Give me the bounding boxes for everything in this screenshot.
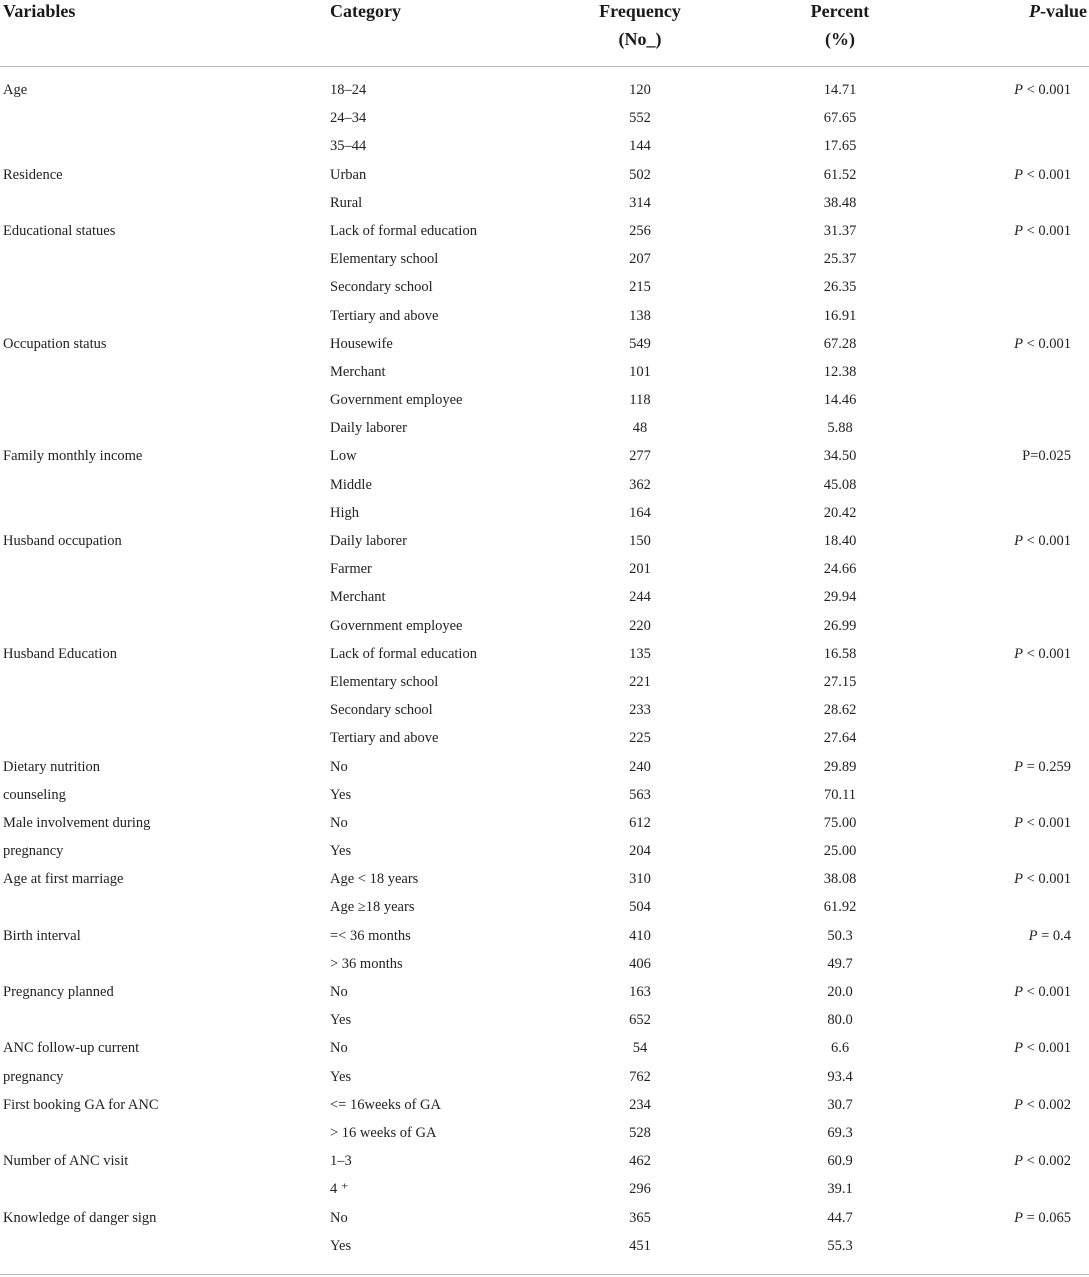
category-cell: Housewife: [330, 335, 393, 352]
percent-cell: 14.46: [823, 392, 857, 409]
frequency-cell: 101: [629, 363, 651, 380]
variable-cell: Birth interval: [3, 927, 81, 944]
pvalue-number: < 0.002: [1022, 1153, 1071, 1170]
table-row: [0, 893, 1089, 921]
table-row: [0, 1204, 1089, 1232]
frequency-cell: 277: [629, 448, 651, 465]
percent-cell: 61.52: [823, 166, 857, 183]
table-row: [0, 330, 1089, 358]
header-pvalue-italic: P: [1029, 1, 1040, 21]
percent-cell: 29.94: [823, 589, 857, 606]
category-cell: 1–3: [330, 1153, 352, 1170]
variable-cell: pregnancy: [3, 843, 64, 860]
table-row: [0, 442, 1089, 470]
pvalue-italic-p: P: [1014, 166, 1023, 183]
pvalue-text: P=0.025: [1022, 448, 1071, 465]
category-cell: Yes: [330, 786, 352, 803]
variable-cell: Age: [3, 82, 28, 98]
pvalue-italic-p: P: [1028, 927, 1038, 944]
table-row: [0, 189, 1089, 217]
pvalue-cell: [1014, 161, 1071, 189]
category-cell: Elementary school: [330, 673, 439, 690]
variable-cell: Occupation status: [3, 335, 107, 352]
header-frequency-sub: (No_): [618, 29, 662, 49]
variable-cell: First booking GA for ANC: [3, 1096, 159, 1113]
table-header: [0, 0, 1089, 67]
frequency-cell: 410: [629, 927, 651, 944]
table-row: [0, 1091, 1089, 1119]
frequency-cell: 138: [629, 307, 651, 324]
frequency-cell: 204: [629, 843, 651, 860]
category-cell: > 36 months: [330, 955, 403, 972]
frequency-cell: 240: [629, 758, 651, 775]
pvalue-number: < 0.002: [1022, 1096, 1071, 1113]
pvalue-cell: [1014, 753, 1071, 781]
frequency-cell: 233: [629, 702, 651, 719]
header-pvalue-rest: -value: [1040, 1, 1087, 21]
pvalue-italic-p: P: [1014, 758, 1023, 775]
pvalue-italic-p: P: [1014, 871, 1023, 888]
pvalue-cell: [1014, 217, 1071, 245]
pvalue-cell: [1022, 442, 1071, 470]
category-cell: Yes: [330, 843, 352, 860]
variable-cell: Dietary nutrition: [3, 758, 101, 775]
variable-cell: counseling: [3, 786, 66, 803]
header-variables: Variables: [3, 1, 76, 21]
table-row: [0, 837, 1089, 865]
category-cell: Urban: [330, 166, 367, 183]
frequency-cell: 234: [629, 1096, 651, 1113]
category-cell: Farmer: [330, 561, 372, 578]
pvalue-italic-p: P: [1014, 222, 1023, 239]
percent-cell: 26.99: [823, 617, 857, 634]
table-row: [0, 865, 1089, 893]
pvalue-number: < 0.001: [1022, 533, 1071, 549]
category-cell: Daily laborer: [330, 533, 407, 549]
frequency-cell: 221: [629, 673, 651, 690]
pvalue-italic-p: P: [1014, 645, 1023, 662]
category-cell: Elementary school: [330, 251, 439, 268]
variable-cell: Number of ANC visit: [3, 1153, 129, 1170]
table-row: [0, 724, 1089, 752]
pvalue-number: = 0.4: [1037, 927, 1071, 944]
pvalue-number: < 0.001: [1022, 82, 1071, 98]
table-row: [0, 76, 1089, 104]
frequency-cell: 201: [629, 561, 651, 578]
frequency-cell: 164: [629, 504, 651, 521]
variable-cell: Educational statues: [3, 222, 116, 239]
variable-cell: Pregnancy planned: [3, 984, 114, 1000]
category-cell: Tertiary and above: [330, 307, 439, 324]
table-row: [0, 668, 1089, 696]
percent-cell: 16.91: [823, 307, 857, 324]
percent-cell: 6.6: [830, 1040, 850, 1057]
category-cell: Yes: [330, 1012, 352, 1029]
pvalue-cell: [1014, 1091, 1071, 1119]
pvalue-number: < 0.001: [1022, 166, 1071, 183]
percent-cell: 16.58: [823, 645, 857, 662]
percent-cell: 28.62: [823, 702, 857, 719]
table-row: [0, 1119, 1089, 1147]
table-row: [0, 1175, 1089, 1203]
pvalue-italic-p: P: [1014, 1153, 1023, 1170]
pvalue-cell: [1014, 865, 1071, 893]
percent-cell: 20.42: [823, 504, 857, 521]
variable-cell: Husband occupation: [3, 533, 122, 549]
table-row: [0, 217, 1089, 245]
category-cell: No: [330, 814, 348, 831]
variable-cell: Age at first marriage: [3, 871, 124, 888]
frequency-cell: 406: [629, 955, 651, 972]
percent-cell: 30.7: [827, 1096, 853, 1113]
category-cell: Yes: [330, 1237, 352, 1254]
frequency-cell: 220: [629, 617, 651, 634]
table-row: [0, 1006, 1089, 1034]
frequency-cell: 462: [629, 1153, 651, 1170]
percent-cell: 24.66: [823, 561, 857, 578]
table-row: [0, 1147, 1089, 1175]
table-row: [0, 104, 1089, 132]
table-row: [0, 358, 1089, 386]
table-row: [0, 809, 1089, 837]
pvalue-cell: [1014, 527, 1071, 555]
percent-cell: 67.28: [823, 335, 857, 352]
category-cell: Age ≥18 years: [330, 899, 415, 916]
pvalue-italic-p: P: [1014, 1096, 1023, 1113]
percent-cell: 17.65: [823, 138, 857, 155]
category-cell: > 16 weeks of GA: [330, 1124, 437, 1141]
percent-cell: 27.64: [823, 730, 857, 747]
table-row: [0, 161, 1089, 189]
frequency-cell: 612: [629, 814, 651, 831]
pvalue-cell: [1014, 1034, 1071, 1062]
frequency-cell: 451: [629, 1237, 651, 1254]
header-percent-sub: (%): [825, 29, 855, 49]
table-row: [0, 583, 1089, 611]
table-row: [0, 696, 1089, 724]
header-frequency: [580, 0, 700, 53]
frequency-cell: 296: [629, 1181, 651, 1198]
category-cell: Secondary school: [330, 702, 433, 719]
pvalue-number: < 0.001: [1022, 814, 1071, 831]
category-cell: High: [330, 504, 359, 521]
frequency-cell: 256: [629, 222, 651, 239]
table-bottom-rule: [0, 1274, 1089, 1275]
category-cell: 4 ⁺: [330, 1181, 349, 1198]
frequency-cell: 552: [629, 110, 651, 127]
table-row: [0, 950, 1089, 978]
table-row: [0, 273, 1089, 301]
frequency-cell: 225: [629, 730, 651, 747]
pvalue-italic-p: P: [1014, 335, 1023, 352]
frequency-cell: 120: [629, 82, 651, 98]
percent-cell: 38.08: [823, 871, 857, 888]
percent-cell: 5.88: [827, 420, 853, 437]
frequency-cell: 652: [629, 1012, 651, 1029]
category-cell: Age < 18 years: [330, 871, 419, 888]
frequency-cell: 314: [629, 194, 651, 211]
percent-cell: 55.3: [827, 1237, 853, 1254]
percent-cell: 45.08: [823, 476, 857, 493]
pvalue-number: < 0.001: [1022, 871, 1071, 888]
percent-cell: 18.40: [823, 533, 857, 549]
percent-cell: 39.1: [827, 1181, 853, 1198]
variable-cell: Male involvement during: [3, 814, 151, 831]
frequency-cell: 762: [629, 1068, 651, 1085]
frequency-cell: 502: [629, 166, 651, 183]
frequency-cell: 215: [629, 279, 651, 296]
percent-cell: 34.50: [823, 448, 857, 465]
pvalue-cell: [1014, 76, 1071, 104]
header-percent-label: Percent: [810, 1, 870, 21]
percent-cell: 25.37: [823, 251, 857, 268]
frequency-cell: 310: [629, 871, 651, 888]
frequency-cell: 144: [629, 138, 651, 155]
category-cell: No: [330, 1040, 348, 1057]
table-body: [0, 76, 1089, 1260]
frequency-cell: 118: [629, 392, 651, 409]
pvalue-number: = 0.259: [1022, 758, 1071, 775]
category-cell: =< 36 months: [330, 927, 411, 944]
percent-cell: 50.3: [827, 927, 853, 944]
category-cell: Yes: [330, 1068, 352, 1085]
table-row: [0, 132, 1089, 160]
table-row: [0, 414, 1089, 442]
category-cell: No: [330, 1209, 348, 1226]
table-row: [0, 555, 1089, 583]
percent-cell: 12.38: [823, 363, 857, 380]
table-row: [0, 781, 1089, 809]
pvalue-italic-p: P: [1014, 984, 1023, 1000]
frequency-cell: 135: [629, 645, 651, 662]
percent-cell: 25.00: [823, 843, 857, 860]
category-cell: Lack of formal education: [330, 222, 477, 239]
header-category: Category: [330, 1, 401, 21]
pvalue-italic-p: P: [1014, 82, 1023, 98]
category-cell: No: [330, 758, 348, 775]
table-row: [0, 499, 1089, 527]
variable-cell: ANC follow-up current: [3, 1040, 140, 1057]
percent-cell: 38.48: [823, 194, 857, 211]
pvalue-italic-p: P: [1014, 1209, 1023, 1226]
category-cell: Merchant: [330, 589, 386, 606]
percent-cell: 80.0: [827, 1012, 853, 1029]
percent-cell: 26.35: [823, 279, 857, 296]
percent-cell: 60.9: [827, 1153, 853, 1170]
frequency-cell: 244: [629, 589, 651, 606]
frequency-cell: 365: [629, 1209, 651, 1226]
percent-cell: 75.00: [823, 814, 857, 831]
pvalue-number: < 0.001: [1022, 984, 1071, 1000]
variable-cell: pregnancy: [3, 1068, 64, 1085]
header-frequency-label: Frequency: [599, 1, 681, 21]
frequency-cell: 163: [629, 984, 651, 1000]
frequency-cell: 150: [629, 533, 651, 549]
header-percent: [780, 0, 900, 53]
category-cell: 35–44: [330, 138, 367, 155]
category-cell: Merchant: [330, 363, 386, 380]
frequency-cell: 362: [629, 476, 651, 493]
category-cell: Middle: [330, 476, 372, 493]
percent-cell: 61.92: [823, 899, 857, 916]
table-row: [0, 978, 1089, 1006]
percent-cell: 93.4: [827, 1068, 853, 1085]
pvalue-italic-p: P: [1014, 1040, 1023, 1057]
pvalue-number: < 0.001: [1022, 222, 1071, 239]
percent-cell: 49.7: [827, 955, 853, 972]
frequency-cell: 207: [629, 251, 651, 268]
table-row: [0, 640, 1089, 668]
frequency-cell: 48: [632, 420, 648, 437]
pvalue-cell: [1014, 1204, 1071, 1232]
variable-cell: Residence: [3, 166, 63, 183]
frequency-cell: 563: [629, 786, 651, 803]
percent-cell: 70.11: [823, 786, 857, 803]
percent-cell: 29.89: [823, 758, 857, 775]
pvalue-cell: [1029, 922, 1071, 950]
percent-cell: 14.71: [823, 82, 857, 98]
table-row: [0, 302, 1089, 330]
table-row: [0, 471, 1089, 499]
frequency-cell: 528: [629, 1124, 651, 1141]
pvalue-cell: [1014, 330, 1071, 358]
category-cell: <= 16weeks of GA: [330, 1096, 441, 1113]
percent-cell: 27.15: [823, 673, 857, 690]
category-cell: No: [330, 984, 348, 1000]
variable-cell: Husband Education: [3, 645, 117, 662]
percent-cell: 44.7: [827, 1209, 853, 1226]
category-cell: Secondary school: [330, 279, 433, 296]
table-row: [0, 386, 1089, 414]
pvalue-cell: [1014, 640, 1071, 668]
category-cell: Rural: [330, 194, 363, 211]
variable-cell: Knowledge of danger sign: [3, 1209, 157, 1226]
pvalue-italic-p: P: [1014, 533, 1023, 549]
pvalue-number: < 0.001: [1022, 335, 1071, 352]
pvalue-number: < 0.001: [1022, 645, 1071, 662]
pvalue-cell: [1014, 978, 1071, 1006]
header-pvalue: [1029, 0, 1087, 25]
category-cell: 18–24: [330, 82, 367, 98]
variable-cell: Family monthly income: [3, 448, 143, 465]
percent-cell: 69.3: [827, 1124, 853, 1141]
category-cell: Government employee: [330, 617, 463, 634]
table-row: [0, 612, 1089, 640]
table-row: [0, 527, 1089, 555]
category-cell: Tertiary and above: [330, 730, 439, 747]
pvalue-cell: [1014, 1147, 1071, 1175]
table-row: [0, 245, 1089, 273]
percent-cell: 20.0: [827, 984, 853, 1000]
table-row: [0, 753, 1089, 781]
table-row: [0, 1063, 1089, 1091]
pvalue-cell: [1014, 809, 1071, 837]
category-cell: Low: [330, 448, 357, 465]
pvalue-number: = 0.065: [1022, 1209, 1071, 1226]
table-row: [0, 1034, 1089, 1062]
frequency-cell: 54: [632, 1040, 648, 1057]
pvalue-italic-p: P: [1014, 814, 1023, 831]
percent-cell: 67.65: [823, 110, 857, 127]
category-cell: Government employee: [330, 392, 463, 409]
category-cell: Lack of formal education: [330, 645, 477, 662]
category-cell: 24–34: [330, 110, 367, 127]
table-row: [0, 922, 1089, 950]
category-cell: Daily laborer: [330, 420, 407, 437]
pvalue-number: < 0.001: [1022, 1040, 1071, 1057]
table-row: [0, 1232, 1089, 1260]
percent-cell: 31.37: [823, 222, 857, 239]
frequency-cell: 549: [629, 335, 651, 352]
frequency-cell: 504: [629, 899, 651, 916]
